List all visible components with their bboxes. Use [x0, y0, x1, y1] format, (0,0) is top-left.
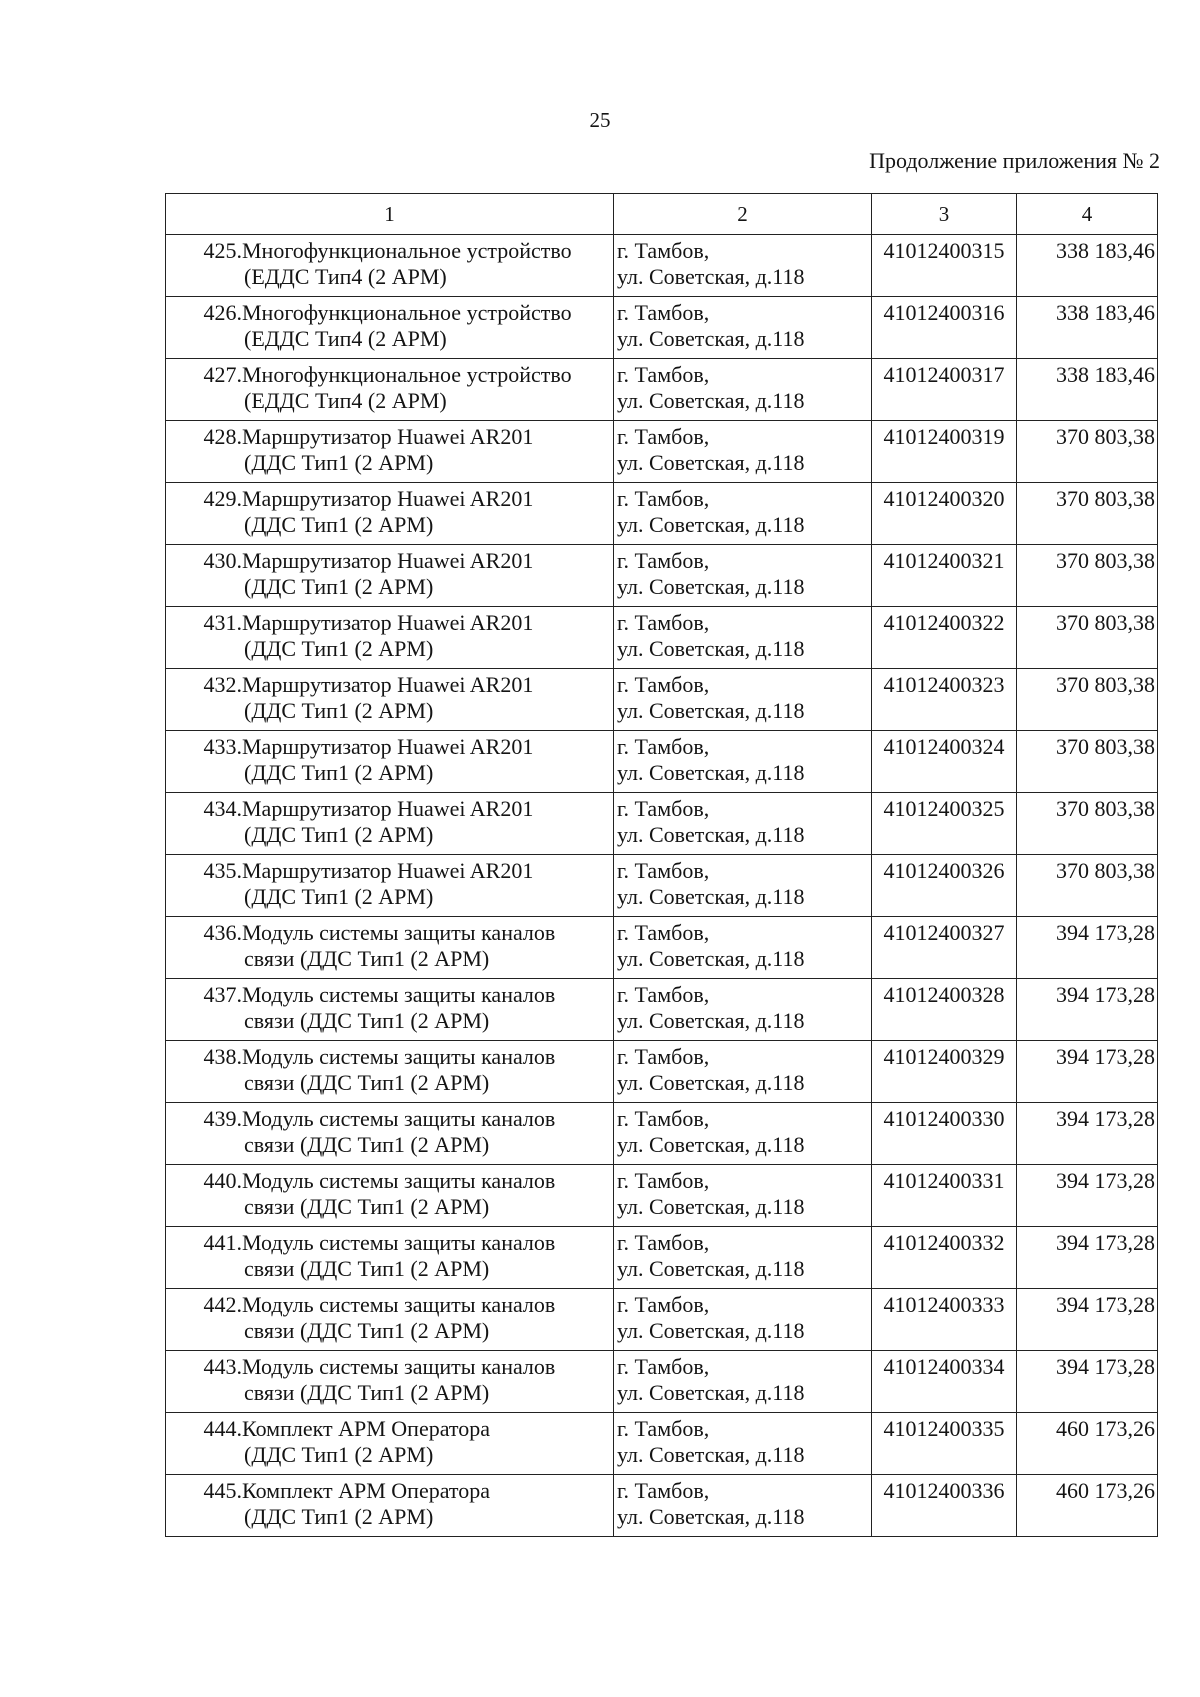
address-city: г. Тамбов,: [617, 424, 710, 449]
header-col-3: 3: [872, 194, 1017, 235]
address-city: г. Тамбов,: [617, 672, 710, 697]
item-name-line-1: Маршрутизатор Huawei AR201: [242, 610, 534, 635]
inventory-number-cell: 41012400324: [872, 731, 1017, 793]
item-name-line-2: (ДДС Тип1 (2 АРМ): [244, 574, 434, 599]
address-city: г. Тамбов,: [617, 1478, 710, 1503]
inventory-number-cell: 41012400331: [872, 1165, 1017, 1227]
inventory-number-cell: 41012400320: [872, 483, 1017, 545]
cost-cell: 394 173,28: [1017, 1289, 1158, 1351]
address-street: ул. Советская, д.118: [617, 822, 805, 847]
item-name-cell: [166, 979, 614, 1041]
row-number: 431.: [203, 610, 242, 635]
row-number: 445.: [203, 1478, 242, 1503]
row-number: 434.: [203, 796, 242, 821]
address-city: г. Тамбов,: [617, 858, 710, 883]
address-city: г. Тамбов,: [617, 1354, 710, 1379]
cost-cell: 370 803,38: [1017, 483, 1158, 545]
header-col-4: 4: [1017, 194, 1158, 235]
appendix-continuation-note: Продолжение приложения № 2: [869, 148, 1160, 173]
address-cell: [614, 793, 872, 855]
item-name-line-1: Маршрутизатор Huawei AR201: [242, 672, 534, 697]
item-name-line-1: Маршрутизатор Huawei AR201: [242, 858, 534, 883]
item-name-cell: [166, 1227, 614, 1289]
address-street: ул. Советская, д.118: [617, 450, 805, 475]
inventory-number-cell: 41012400329: [872, 1041, 1017, 1103]
inventory-number-cell: 41012400332: [872, 1227, 1017, 1289]
address-cell: [614, 855, 872, 917]
item-name-line-1: Многофункциональное устройство: [242, 238, 572, 263]
header-col-2: 2: [614, 194, 872, 235]
item-name-cell: [166, 421, 614, 483]
table-row: [166, 235, 1158, 297]
table-row: [166, 1041, 1158, 1103]
cost-cell: 370 803,38: [1017, 669, 1158, 731]
address-street: ул. Советская, д.118: [617, 636, 805, 661]
cost-cell: 394 173,28: [1017, 917, 1158, 979]
item-name-line-1: Маршрутизатор Huawei AR201: [242, 734, 534, 759]
address-city: г. Тамбов,: [617, 982, 710, 1007]
address-city: г. Тамбов,: [617, 1292, 710, 1317]
address-cell: [614, 607, 872, 669]
address-street: ул. Советская, д.118: [617, 326, 805, 351]
assets-table: [165, 193, 1158, 1537]
item-name-cell: [166, 1165, 614, 1227]
row-number: 443.: [203, 1354, 242, 1379]
table-row: [166, 421, 1158, 483]
inventory-number-cell: 41012400322: [872, 607, 1017, 669]
item-name-line-2: (ДДС Тип1 (2 АРМ): [244, 512, 434, 537]
row-number: 425.: [203, 238, 242, 263]
address-city: г. Тамбов,: [617, 1168, 710, 1193]
cost-cell: 338 183,46: [1017, 359, 1158, 421]
address-cell: [614, 297, 872, 359]
item-name-line-1: Комплект АРМ Оператора: [242, 1416, 491, 1441]
address-cell: [614, 421, 872, 483]
item-name-line-2: (ЕДДС Тип4 (2 АРМ): [244, 326, 447, 351]
address-cell: [614, 1351, 872, 1413]
header-row: [166, 194, 1158, 235]
address-street: ул. Советская, д.118: [617, 1132, 805, 1157]
table-row: [166, 855, 1158, 917]
row-number: 442.: [203, 1292, 242, 1317]
cost-cell: 338 183,46: [1017, 235, 1158, 297]
row-number: 433.: [203, 734, 242, 759]
table-row: [166, 917, 1158, 979]
table-row: [166, 1351, 1158, 1413]
item-name-line-1: Модуль системы защиты каналов: [242, 1230, 556, 1255]
item-name-cell: [166, 297, 614, 359]
item-name-cell: [166, 1413, 614, 1475]
item-name-line-2: (ДДС Тип1 (2 АРМ): [244, 884, 434, 909]
item-name-cell: [166, 607, 614, 669]
item-name-line-2: связи (ДДС Тип1 (2 АРМ): [244, 1008, 490, 1033]
inventory-number-cell: 41012400321: [872, 545, 1017, 607]
address-cell: [614, 1165, 872, 1227]
inventory-number-cell: 41012400328: [872, 979, 1017, 1041]
address-city: г. Тамбов,: [617, 486, 710, 511]
item-name-line-1: Модуль системы защиты каналов: [242, 1044, 556, 1069]
inventory-number-cell: 41012400336: [872, 1475, 1017, 1537]
address-city: г. Тамбов,: [617, 1416, 710, 1441]
item-name-line-2: связи (ДДС Тип1 (2 АРМ): [244, 1256, 490, 1281]
cost-cell: 370 803,38: [1017, 545, 1158, 607]
table-row: [166, 1413, 1158, 1475]
table-row: [166, 1227, 1158, 1289]
address-street: ул. Советская, д.118: [617, 1008, 805, 1033]
address-street: ул. Советская, д.118: [617, 1256, 805, 1281]
item-name-cell: [166, 1041, 614, 1103]
row-number: 437.: [203, 982, 242, 1007]
cost-cell: 370 803,38: [1017, 793, 1158, 855]
row-number: 426.: [203, 300, 242, 325]
item-name-line-1: Модуль системы защиты каналов: [242, 1354, 556, 1379]
table-row: [166, 607, 1158, 669]
row-number: 427.: [203, 362, 242, 387]
address-street: ул. Советская, д.118: [617, 1318, 805, 1343]
item-name-cell: [166, 1103, 614, 1165]
table-row: [166, 1475, 1158, 1537]
table-row: [166, 669, 1158, 731]
address-street: ул. Советская, д.118: [617, 698, 805, 723]
item-name-line-1: Модуль системы защиты каналов: [242, 982, 556, 1007]
item-name-line-2: (ДДС Тип1 (2 АРМ): [244, 450, 434, 475]
address-city: г. Тамбов,: [617, 1106, 710, 1131]
table-row: [166, 1165, 1158, 1227]
cost-cell: 394 173,28: [1017, 1103, 1158, 1165]
address-cell: [614, 235, 872, 297]
inventory-number-cell: 41012400334: [872, 1351, 1017, 1413]
item-name-line-1: Многофункциональное устройство: [242, 300, 572, 325]
address-street: ул. Советская, д.118: [617, 1380, 805, 1405]
item-name-line-1: Маршрутизатор Huawei AR201: [242, 424, 534, 449]
address-street: ул. Советская, д.118: [617, 884, 805, 909]
cost-cell: 370 803,38: [1017, 421, 1158, 483]
item-name-line-1: Модуль системы защиты каналов: [242, 920, 556, 945]
page-number: 25: [589, 108, 611, 132]
address-cell: [614, 1413, 872, 1475]
cost-cell: 460 173,26: [1017, 1413, 1158, 1475]
item-name-cell: [166, 235, 614, 297]
address-cell: [614, 731, 872, 793]
address-street: ул. Советская, д.118: [617, 946, 805, 971]
table-row: [166, 1103, 1158, 1165]
address-cell: [614, 1475, 872, 1537]
address-street: ул. Советская, д.118: [617, 1194, 805, 1219]
address-city: г. Тамбов,: [617, 796, 710, 821]
item-name-line-2: (ЕДДС Тип4 (2 АРМ): [244, 264, 447, 289]
address-cell: [614, 1103, 872, 1165]
item-name-line-2: (ДДС Тип1 (2 АРМ): [244, 636, 434, 661]
inventory-number-cell: 41012400326: [872, 855, 1017, 917]
item-name-cell: [166, 483, 614, 545]
cost-cell: 394 173,28: [1017, 979, 1158, 1041]
address-cell: [614, 359, 872, 421]
inventory-number-cell: 41012400323: [872, 669, 1017, 731]
cost-cell: 370 803,38: [1017, 731, 1158, 793]
item-name-line-2: связи (ДДС Тип1 (2 АРМ): [244, 1070, 490, 1095]
address-city: г. Тамбов,: [617, 548, 710, 573]
address-street: ул. Советская, д.118: [617, 264, 805, 289]
address-city: г. Тамбов,: [617, 920, 710, 945]
address-street: ул. Советская, д.118: [617, 1442, 805, 1467]
item-name-line-1: Маршрутизатор Huawei AR201: [242, 486, 534, 511]
item-name-line-2: (ДДС Тип1 (2 АРМ): [244, 822, 434, 847]
cost-cell: 394 173,28: [1017, 1351, 1158, 1413]
table-row: [166, 545, 1158, 607]
address-city: г. Тамбов,: [617, 1044, 710, 1069]
address-city: г. Тамбов,: [617, 300, 710, 325]
table-row: [166, 731, 1158, 793]
item-name-line-1: Маршрутизатор Huawei AR201: [242, 796, 534, 821]
address-city: г. Тамбов,: [617, 362, 710, 387]
item-name-line-2: связи (ДДС Тип1 (2 АРМ): [244, 946, 490, 971]
row-number: 430.: [203, 548, 242, 573]
inventory-number-cell: 41012400333: [872, 1289, 1017, 1351]
item-name-cell: [166, 669, 614, 731]
row-number: 440.: [203, 1168, 242, 1193]
table-row: [166, 979, 1158, 1041]
item-name-cell: [166, 917, 614, 979]
address-cell: [614, 545, 872, 607]
item-name-cell: [166, 1475, 614, 1537]
item-name-line-2: связи (ДДС Тип1 (2 АРМ): [244, 1318, 490, 1343]
cost-cell: 338 183,46: [1017, 297, 1158, 359]
address-city: г. Тамбов,: [617, 238, 710, 263]
item-name-cell: [166, 855, 614, 917]
row-number: 432.: [203, 672, 242, 697]
address-cell: [614, 1227, 872, 1289]
inventory-number-cell: 41012400317: [872, 359, 1017, 421]
cost-cell: 370 803,38: [1017, 607, 1158, 669]
cost-cell: 370 803,38: [1017, 855, 1158, 917]
inventory-number-cell: 41012400315: [872, 235, 1017, 297]
address-street: ул. Советская, д.118: [617, 1070, 805, 1095]
item-name-cell: [166, 1289, 614, 1351]
address-cell: [614, 917, 872, 979]
item-name-cell: [166, 359, 614, 421]
item-name-line-1: Комплект АРМ Оператора: [242, 1478, 491, 1503]
inventory-number-cell: 41012400335: [872, 1413, 1017, 1475]
row-number: 438.: [203, 1044, 242, 1069]
address-cell: [614, 1289, 872, 1351]
row-number: 435.: [203, 858, 242, 883]
cost-cell: 394 173,28: [1017, 1165, 1158, 1227]
row-number: 439.: [203, 1106, 242, 1131]
row-number: 429.: [203, 486, 242, 511]
item-name-line-2: связи (ДДС Тип1 (2 АРМ): [244, 1380, 490, 1405]
inventory-number-cell: 41012400330: [872, 1103, 1017, 1165]
item-name-line-1: Модуль системы защиты каналов: [242, 1106, 556, 1131]
cost-cell: 394 173,28: [1017, 1227, 1158, 1289]
table-row: [166, 1289, 1158, 1351]
item-name-line-2: связи (ДДС Тип1 (2 АРМ): [244, 1194, 490, 1219]
address-city: г. Тамбов,: [617, 734, 710, 759]
address-street: ул. Советская, д.118: [617, 512, 805, 537]
inventory-number-cell: 41012400316: [872, 297, 1017, 359]
item-name-cell: [166, 545, 614, 607]
item-name-cell: [166, 793, 614, 855]
item-name-line-2: (ДДС Тип1 (2 АРМ): [244, 1442, 434, 1467]
table-row: [166, 793, 1158, 855]
inventory-number-cell: 41012400327: [872, 917, 1017, 979]
address-street: ул. Советская, д.118: [617, 574, 805, 599]
cost-cell: 394 173,28: [1017, 1041, 1158, 1103]
address-city: г. Тамбов,: [617, 610, 710, 635]
item-name-line-2: связи (ДДС Тип1 (2 АРМ): [244, 1132, 490, 1157]
address-city: г. Тамбов,: [617, 1230, 710, 1255]
row-number: 436.: [203, 920, 242, 945]
address-cell: [614, 483, 872, 545]
table-row: [166, 359, 1158, 421]
row-number: 441.: [203, 1230, 242, 1255]
row-number: 428.: [203, 424, 242, 449]
address-street: ул. Советская, д.118: [617, 760, 805, 785]
inventory-number-cell: 41012400319: [872, 421, 1017, 483]
item-name-cell: [166, 1351, 614, 1413]
item-name-line-2: (ЕДДС Тип4 (2 АРМ): [244, 388, 447, 413]
address-cell: [614, 669, 872, 731]
item-name-line-1: Модуль системы защиты каналов: [242, 1292, 556, 1317]
item-name-line-2: (ДДС Тип1 (2 АРМ): [244, 698, 434, 723]
item-name-line-1: Многофункциональное устройство: [242, 362, 572, 387]
header-col-1: 1: [166, 194, 614, 235]
inventory-number-cell: 41012400325: [872, 793, 1017, 855]
item-name-line-2: (ДДС Тип1 (2 АРМ): [244, 1504, 434, 1529]
address-cell: [614, 1041, 872, 1103]
address-street: ул. Советская, д.118: [617, 388, 805, 413]
cost-cell: 460 173,26: [1017, 1475, 1158, 1537]
table-row: [166, 483, 1158, 545]
table-row: [166, 297, 1158, 359]
row-number: 444.: [203, 1416, 242, 1441]
table-body: [166, 235, 1158, 1537]
item-name-line-2: (ДДС Тип1 (2 АРМ): [244, 760, 434, 785]
table-header: [166, 194, 1158, 235]
item-name-cell: [166, 731, 614, 793]
address-street: ул. Советская, д.118: [617, 1504, 805, 1529]
address-cell: [614, 979, 872, 1041]
item-name-line-1: Маршрутизатор Huawei AR201: [242, 548, 534, 573]
item-name-line-1: Модуль системы защиты каналов: [242, 1168, 556, 1193]
